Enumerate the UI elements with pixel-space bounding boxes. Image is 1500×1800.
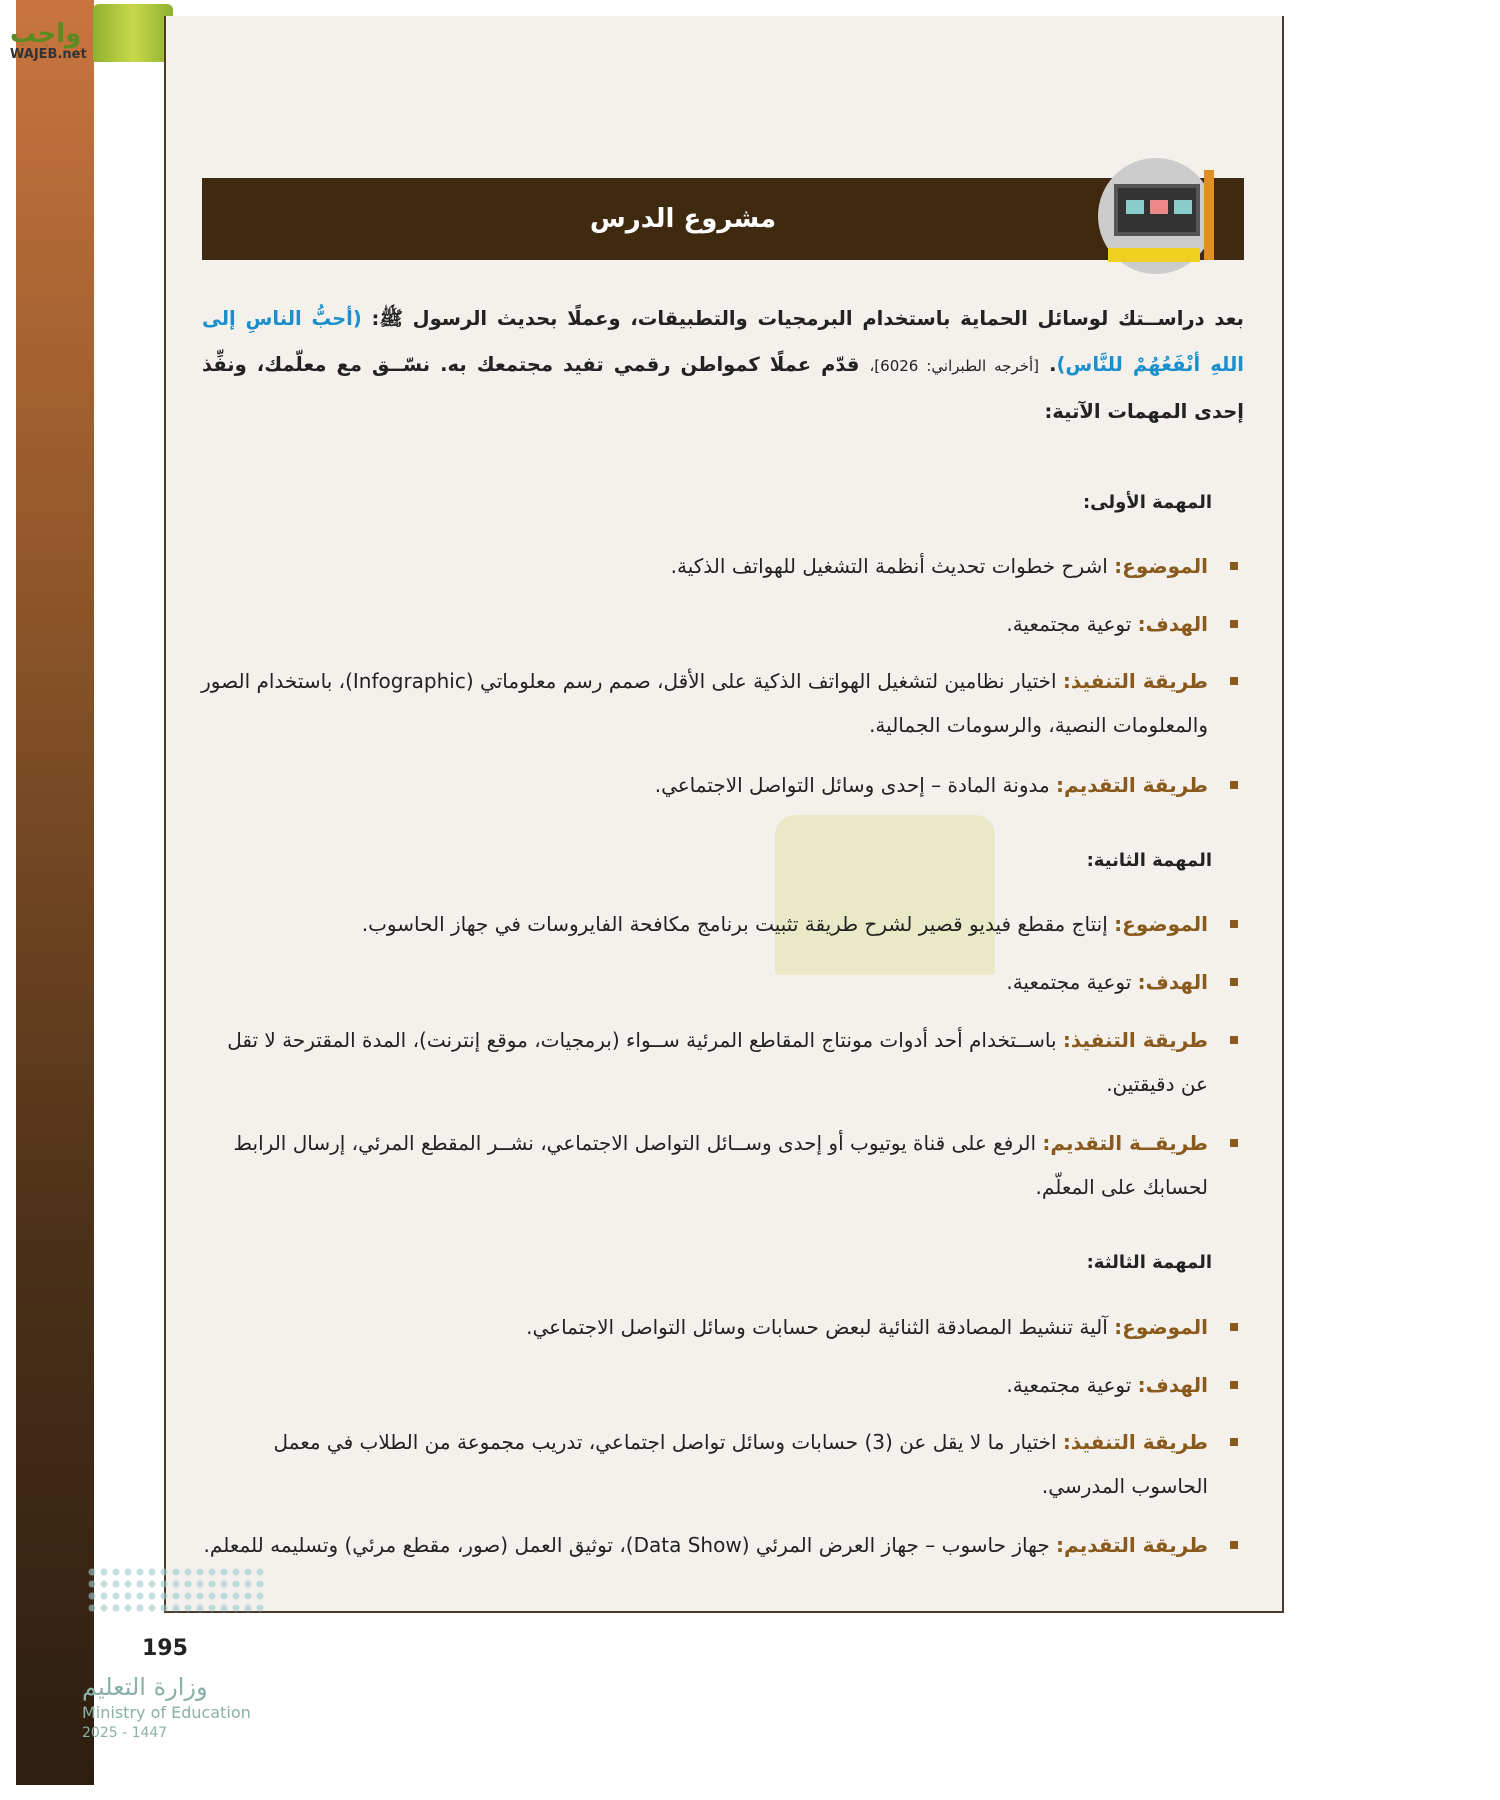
ministry-logo	[82, 1672, 251, 1742]
ministry-english: Ministry of Education	[82, 1703, 251, 1723]
ministry-logo-dots	[86, 1566, 266, 1616]
task-item	[200, 1523, 1244, 1567]
item-text: الرفع على قناة يوتيوب أو إحدى وســائل التواصل الاجتماعي، نشــر المقطع المرئي، إرسال الرابط لحسابك على المعلّم.	[233, 1131, 1208, 1199]
item-label: طريقة التنفيذ:	[1062, 669, 1208, 693]
item-label: الموضوع:	[1114, 1315, 1208, 1339]
item-label: طريقــة التقديم:	[1042, 1131, 1208, 1155]
hadith-quote: (أحبُّ الناسِ إلى اللهِ أنْفَعُهُمْ للنَّاس)	[202, 307, 1244, 376]
task-item	[200, 1305, 1244, 1349]
item-text: جهاز حاسوب – جهاز العرض المرئي (Data Show)، توثيق العمل (صور، مقطع مرئي) وتسليمه للمعلم.	[203, 1533, 1057, 1557]
item-text: اختيار ما لا يقل عن (3) حسابات وسائل تواصل اجتماعي، تدريب مجموعة من الطلاب في معمل الحاسوب المدرسي.	[273, 1430, 1208, 1498]
intro-text-2: قدّم عملًا كمواطن رقمي تفيد مجتمعك به. نسّــق مع معلّمك، ونفِّذ إحدى المهمات الآتية:	[202, 353, 1244, 423]
item-label: الهدف:	[1137, 970, 1208, 994]
task-heading: المهمة الثانية:	[1086, 850, 1212, 871]
item-label: الهدف:	[1137, 1373, 1208, 1397]
task-heading: المهمة الثالثة:	[1086, 1252, 1212, 1273]
side-color-bar	[16, 0, 94, 1785]
intro-text: بعد دراســتك لوسائل الحماية باستخدام البرمجيات والتطبيقات، وعملًا بحديث الرسول ﷺ:	[361, 307, 1244, 330]
page-title: مشروع الدرس	[589, 204, 777, 234]
item-text: توعية مجتمعية.	[1006, 970, 1138, 994]
item-text: إنتاج مقطع فيديو قصير لشرح طريقة تثبيت برنامج مكافحة الفايروسات في جهاز الحاسوب.	[361, 912, 1115, 936]
item-label: طريقة التنفيذ:	[1062, 1028, 1208, 1052]
computer-monitor-icon	[1098, 158, 1214, 274]
citation: [أخرجه الطبراني: 6026]،	[869, 357, 1040, 375]
pencil-icon	[1204, 170, 1214, 260]
item-text: اشرح خطوات تحديث أنظمة التشغيل للهواتف الذكية.	[670, 554, 1115, 578]
task-item	[200, 1363, 1244, 1407]
page-number: 195	[142, 1636, 188, 1661]
logo-arabic: واجب	[10, 19, 82, 49]
task-item	[200, 1121, 1244, 1209]
task-item	[200, 659, 1244, 747]
item-text: اختيار نظامين لتشغيل الهواتف الذكية على الأقل، صمم رسم معلوماتي (Infographic)، باستخدام الصور والمعلومات النصية، والرسومات الجمالية.	[201, 669, 1208, 737]
task-item	[200, 763, 1244, 807]
item-text: باســتخدام أحد أدوات مونتاج المقاطع المرئية ســواء (برمجيات، موقع إنترنت)، المدة المقترحة لا تقل عن دقيقتين.	[227, 1028, 1208, 1096]
task-item	[200, 1018, 1244, 1106]
wajeb-logo[interactable]	[10, 4, 173, 62]
item-text: توعية مجتمعية.	[1006, 612, 1138, 636]
section-header	[202, 178, 1244, 260]
item-label: طريقة التنفيذ:	[1062, 1430, 1208, 1454]
item-label: طريقة التقديم:	[1056, 1533, 1208, 1557]
item-label: الموضوع:	[1114, 554, 1208, 578]
task-heading: المهمة الأولى:	[1082, 492, 1212, 513]
task-item	[200, 960, 1244, 1004]
ministry-arabic: وزارة التعليم	[82, 1673, 208, 1701]
item-text: آلية تنشيط المصادقة الثنائية لبعض حسابات وسائل التواصل الاجتماعي.	[526, 1315, 1115, 1339]
year: 2025 - 1447	[82, 1724, 168, 1741]
task-item	[200, 1420, 1244, 1508]
item-label: الهدف:	[1137, 612, 1208, 636]
task-item	[200, 602, 1244, 646]
item-text: توعية مجتمعية.	[1006, 1373, 1138, 1397]
task-item	[200, 902, 1244, 946]
logo-latin: WAJEB.net	[10, 47, 87, 62]
item-label: الموضوع:	[1114, 912, 1208, 936]
task-item	[200, 544, 1244, 588]
item-text: مدونة المادة – إحدى وسائل التواصل الاجتماعي.	[654, 773, 1057, 797]
item-label: طريقة التقديم:	[1056, 773, 1208, 797]
intro-paragraph: بعد دراســتك لوسائل الحماية باستخدام البرمجيات والتطبيقات، وعملًا بحديث الرسول ﷺ: (أحبُّ الناسِ إلى اللهِ أنْفَعُهُمْ للنَّاس). [أخرجه الطبراني: 6026]، قدّم عملًا كمواطن رقمي تفيد مجتمعك به. نسّــق مع معلّمك، ونفِّذ إحدى المهمات الآتية:	[202, 307, 1244, 423]
book-icon	[93, 4, 173, 62]
